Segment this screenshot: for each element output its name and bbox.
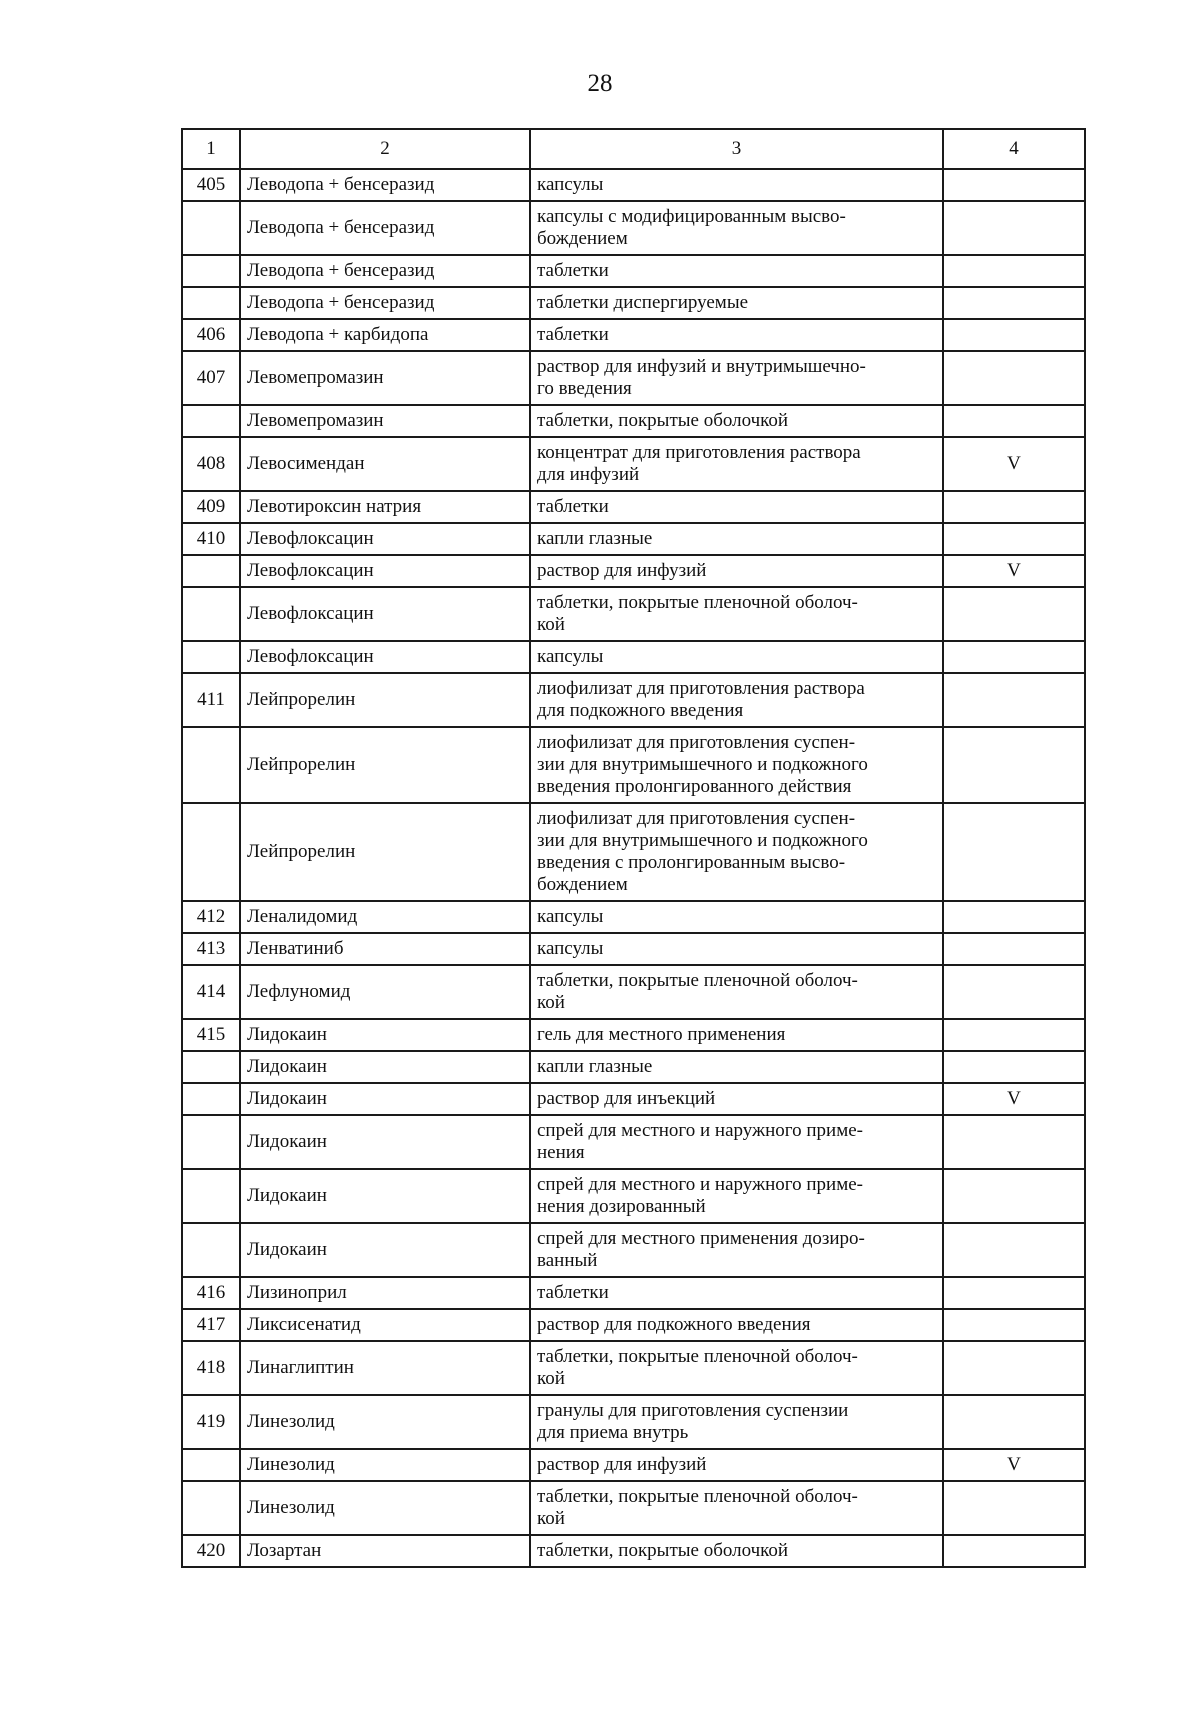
row-number: [182, 803, 240, 901]
dosage-form: [530, 673, 943, 727]
row-number: [182, 1481, 240, 1535]
table-row: [182, 351, 1085, 405]
dosage-form: [530, 523, 943, 555]
dosage-form-line: кой: [537, 1368, 565, 1389]
dosage-form: [530, 351, 943, 405]
mark-cell: [943, 1051, 1085, 1083]
row-number: 408: [182, 437, 240, 491]
dosage-form-line: капли глазные: [537, 1056, 653, 1077]
row-number: [182, 405, 240, 437]
dosage-form: [530, 1309, 943, 1341]
drug-name: Лейпрорелин: [240, 727, 530, 803]
dosage-form: [530, 1083, 943, 1115]
table-row: [182, 287, 1085, 319]
dosage-form-line: капсулы с модифицированным высво-: [537, 206, 846, 227]
drug-name: Леналидомид: [240, 901, 530, 933]
mark-cell: [943, 965, 1085, 1019]
table-row: [182, 1481, 1085, 1535]
mark-cell: [943, 1395, 1085, 1449]
drug-name: Леводопа + бенсеразид: [240, 255, 530, 287]
drug-name: Леводопа + бенсеразид: [240, 201, 530, 255]
drug-name: Лейпрорелин: [240, 803, 530, 901]
dosage-form-line: введения с пролонгированным высво-: [537, 852, 846, 873]
drug-name: Левофлоксацин: [240, 523, 530, 555]
dosage-form-line: раствор для инфузий: [537, 1454, 707, 1475]
mark-cell: [943, 727, 1085, 803]
table-row: [182, 169, 1085, 201]
dosage-form-line: лиофилизат для приготовления раствора: [537, 678, 865, 699]
dosage-form-line: таблетки: [537, 324, 609, 345]
table-row: [182, 803, 1085, 901]
row-number: [182, 727, 240, 803]
dosage-form-line: таблетки, покрытые пленочной оболоч-: [537, 592, 858, 613]
dosage-form: [530, 201, 943, 255]
table-row: [182, 1051, 1085, 1083]
mark-cell: [943, 1481, 1085, 1535]
table-row: [182, 1169, 1085, 1223]
drug-name: Леводопа + бенсеразид: [240, 169, 530, 201]
row-number: 419: [182, 1395, 240, 1449]
dosage-form-line: таблетки, покрытые пленочной оболоч-: [537, 1346, 858, 1367]
dosage-form: [530, 1277, 943, 1309]
page-number: 28: [587, 70, 613, 97]
dosage-form-line: нения дозированный: [537, 1196, 706, 1217]
dosage-form: [530, 255, 943, 287]
row-number: 420: [182, 1535, 240, 1567]
dosage-form-line: спрей для местного применения дозиро-: [537, 1228, 865, 1249]
drug-name: Лидокаин: [240, 1051, 530, 1083]
dosage-form-line: капсулы: [537, 646, 604, 667]
dosage-form: [530, 169, 943, 201]
mark-cell: [943, 1115, 1085, 1169]
drug-name: Леводопа + карбидопа: [240, 319, 530, 351]
mark-cell: V: [943, 1083, 1085, 1115]
dosage-form-line: го введения: [537, 378, 632, 399]
dosage-form: [530, 1535, 943, 1567]
dosage-form: [530, 491, 943, 523]
dosage-form-line: кой: [537, 614, 565, 635]
dosage-form-line: спрей для местного и наружного приме-: [537, 1174, 863, 1195]
row-number: 411: [182, 673, 240, 727]
mark-cell: [943, 351, 1085, 405]
row-number: [182, 1115, 240, 1169]
dosage-form: [530, 901, 943, 933]
drug-name: Левомепромазин: [240, 405, 530, 437]
drug-name: Левофлоксацин: [240, 587, 530, 641]
drug-name: Левотироксин натрия: [240, 491, 530, 523]
row-number: [182, 201, 240, 255]
row-number: [182, 1051, 240, 1083]
dosage-form: [530, 641, 943, 673]
drug-name: Левофлоксацин: [240, 641, 530, 673]
dosage-form-line: концентрат для приготовления раствора: [537, 442, 861, 463]
dosage-form-line: таблетки, покрытые оболочкой: [537, 1540, 789, 1561]
dosage-form: [530, 1449, 943, 1481]
mark-cell: [943, 1535, 1085, 1567]
mark-cell: [943, 169, 1085, 201]
row-number: [182, 255, 240, 287]
drug-name: Лейпрорелин: [240, 673, 530, 727]
table-row: [182, 405, 1085, 437]
mark-cell: [943, 933, 1085, 965]
dosage-form-line: лиофилизат для приготовления суспен-: [537, 732, 856, 753]
drug-name: Ликсисенатид: [240, 1309, 530, 1341]
drug-name: Лидокаин: [240, 1169, 530, 1223]
table-row: [182, 201, 1085, 255]
mark-cell: [943, 1341, 1085, 1395]
dosage-form: [530, 965, 943, 1019]
row-number: 413: [182, 933, 240, 965]
dosage-form-line: таблетки, покрытые оболочкой: [537, 410, 789, 431]
dosage-form-line: введения пролонгированного действия: [537, 776, 852, 797]
table-row: [182, 491, 1085, 523]
dosage-form-line: гранулы для приготовления суспензии: [537, 1400, 849, 1421]
mark-cell: V: [943, 1449, 1085, 1481]
dosage-form-line: раствор для инъекций: [537, 1088, 716, 1109]
table-row: [182, 1115, 1085, 1169]
table-row: [182, 1449, 1085, 1481]
dosage-form-line: зии для внутримышечного и подкожного: [537, 830, 868, 851]
drug-name: Линаглиптин: [240, 1341, 530, 1395]
row-number: 415: [182, 1019, 240, 1051]
drug-name: Левофлоксацин: [240, 555, 530, 587]
dosage-form-line: ванный: [537, 1250, 598, 1271]
drug-name: Лозартан: [240, 1535, 530, 1567]
table-row: [182, 727, 1085, 803]
mark-cell: [943, 201, 1085, 255]
table-row: [182, 437, 1085, 491]
dosage-form-line: раствор для инфузий: [537, 560, 707, 581]
table-row: [182, 1395, 1085, 1449]
table-row: [182, 1277, 1085, 1309]
dosage-form-line: зии для внутримышечного и подкожного: [537, 754, 868, 775]
mark-cell: [943, 1169, 1085, 1223]
dosage-form: [530, 287, 943, 319]
mark-cell: V: [943, 437, 1085, 491]
dosage-form-line: раствор для инфузий и внутримышечно-: [537, 356, 866, 377]
row-number: 406: [182, 319, 240, 351]
mark-cell: [943, 405, 1085, 437]
row-number: 405: [182, 169, 240, 201]
row-number: 416: [182, 1277, 240, 1309]
mark-cell: [943, 523, 1085, 555]
drug-name: Линезолид: [240, 1481, 530, 1535]
mark-cell: [943, 1019, 1085, 1051]
dosage-form-line: лиофилизат для приготовления суспен-: [537, 808, 856, 829]
dosage-form-line: для инфузий: [537, 464, 640, 485]
dosage-form-line: кой: [537, 1508, 565, 1529]
drug-name: Лидокаин: [240, 1223, 530, 1277]
dosage-form-line: таблетки: [537, 260, 609, 281]
dosage-form: [530, 587, 943, 641]
mark-cell: [943, 803, 1085, 901]
dosage-form-line: таблетки, покрытые пленочной оболоч-: [537, 1486, 858, 1507]
table-row: [182, 673, 1085, 727]
dosage-form-line: капсулы: [537, 938, 604, 959]
drug-name: Линезолид: [240, 1395, 530, 1449]
row-number: 412: [182, 901, 240, 933]
drug-name: Лидокаин: [240, 1115, 530, 1169]
dosage-form: [530, 405, 943, 437]
table-row: [182, 1535, 1085, 1567]
row-number: [182, 1223, 240, 1277]
table-row: [182, 1341, 1085, 1395]
dosage-form-line: таблетки диспергируемые: [537, 292, 749, 313]
mark-cell: [943, 673, 1085, 727]
dosage-form-line: бождением: [537, 228, 628, 249]
row-number: 410: [182, 523, 240, 555]
dosage-form-line: нения: [537, 1142, 585, 1163]
dosage-form-line: капли глазные: [537, 528, 653, 549]
table-row: [182, 255, 1085, 287]
row-number: 418: [182, 1341, 240, 1395]
row-number: [182, 1083, 240, 1115]
drug-name: Лидокаин: [240, 1019, 530, 1051]
mark-cell: [943, 287, 1085, 319]
drug-name: Лефлуномид: [240, 965, 530, 1019]
dosage-form-line: для подкожного введения: [537, 700, 744, 721]
table-header: [182, 129, 1085, 169]
mark-cell: [943, 641, 1085, 673]
row-number: [182, 1449, 240, 1481]
drug-name: Ленватиниб: [240, 933, 530, 965]
dosage-form: [530, 727, 943, 803]
dosage-form-line: раствор для подкожного введения: [537, 1314, 811, 1335]
table-row: [182, 901, 1085, 933]
dosage-form: [530, 1481, 943, 1535]
row-number: 409: [182, 491, 240, 523]
dosage-form-line: капсулы: [537, 906, 604, 927]
table-row: [182, 1019, 1085, 1051]
drug-name: Леводопа + бенсеразид: [240, 287, 530, 319]
mark-cell: [943, 255, 1085, 287]
dosage-form: [530, 803, 943, 901]
mark-cell: [943, 901, 1085, 933]
dosage-form: [530, 1115, 943, 1169]
row-number: 414: [182, 965, 240, 1019]
header-row: [182, 129, 1085, 169]
dosage-form: [530, 1395, 943, 1449]
table-body: [182, 169, 1085, 1567]
dosage-form: [530, 1223, 943, 1277]
row-number: 407: [182, 351, 240, 405]
mark-cell: [943, 1223, 1085, 1277]
mark-cell: [943, 1309, 1085, 1341]
table-row: [182, 965, 1085, 1019]
table-row: [182, 587, 1085, 641]
mark-cell: [943, 319, 1085, 351]
row-number: [182, 587, 240, 641]
dosage-form-line: таблетки: [537, 1282, 609, 1303]
mark-cell: [943, 491, 1085, 523]
dosage-form: [530, 555, 943, 587]
dosage-form: [530, 933, 943, 965]
table-row: [182, 555, 1085, 587]
column-header-4: 4: [943, 129, 1085, 169]
dosage-form-line: кой: [537, 992, 565, 1013]
table-row: [182, 1223, 1085, 1277]
drug-name: Лизиноприл: [240, 1277, 530, 1309]
row-number: 417: [182, 1309, 240, 1341]
table-row: [182, 933, 1085, 965]
dosage-form: [530, 1169, 943, 1223]
drug-name: Лидокаин: [240, 1083, 530, 1115]
drug-name: Левомепромазин: [240, 351, 530, 405]
dosage-form: [530, 319, 943, 351]
dosage-form-line: гель для местного применения: [537, 1024, 786, 1045]
dosage-form-line: таблетки: [537, 496, 609, 517]
drug-list-table: [181, 128, 1086, 1568]
table-row: [182, 523, 1085, 555]
dosage-form-line: таблетки, покрытые пленочной оболоч-: [537, 970, 858, 991]
drug-name: Левосимендан: [240, 437, 530, 491]
table-row: [182, 1309, 1085, 1341]
dosage-form-line: капсулы: [537, 174, 604, 195]
dosage-form-line: бождением: [537, 874, 628, 895]
table-row: [182, 1083, 1085, 1115]
dosage-form: [530, 1341, 943, 1395]
row-number: [182, 287, 240, 319]
dosage-form: [530, 1019, 943, 1051]
dosage-form-line: спрей для местного и наружного приме-: [537, 1120, 863, 1141]
dosage-form: [530, 437, 943, 491]
mark-cell: [943, 1277, 1085, 1309]
dosage-form: [530, 1051, 943, 1083]
drug-name: Линезолид: [240, 1449, 530, 1481]
mark-cell: V: [943, 555, 1085, 587]
mark-cell: [943, 587, 1085, 641]
table-row: [182, 641, 1085, 673]
column-header-3: 3: [530, 129, 943, 169]
column-header-1: 1: [182, 129, 240, 169]
row-number: [182, 1169, 240, 1223]
column-header-2: 2: [240, 129, 530, 169]
table-row: [182, 319, 1085, 351]
row-number: [182, 555, 240, 587]
dosage-form-line: для приема внутрь: [537, 1422, 689, 1443]
row-number: [182, 641, 240, 673]
